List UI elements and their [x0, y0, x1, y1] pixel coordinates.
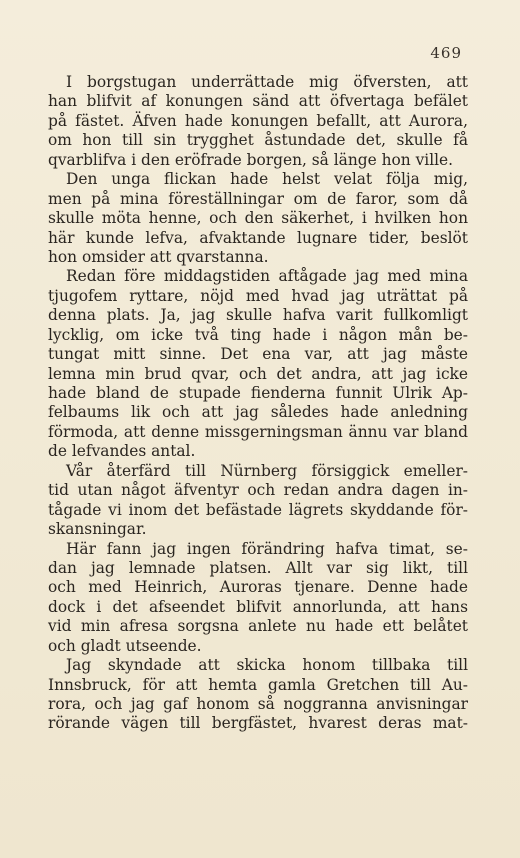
text-line: förmoda, att denne missgerningsman ännu var bland	[48, 422, 468, 441]
text-line: hon omsider att qvarstanna.	[48, 247, 269, 266]
text-line: lemna min brud qvar, och det andra, att jag icke	[48, 364, 468, 383]
text-line: hade bland de stupade fienderna funnit Ulrik Ap-	[48, 384, 468, 402]
text-line: han blifvit af konungen sänd att öfvertaga befälet	[48, 92, 468, 111]
text-line: Vår återfärd till Nürnberg försiggick emeller-	[66, 461, 468, 480]
text-line: rörande vägen till bergfästet, hvarest deras mat-	[48, 714, 468, 733]
text-line: denna plats. Ja, jag skulle hafva varit fullkomligt	[48, 306, 468, 325]
text-line: och gladt utseende.	[48, 636, 202, 655]
text-line: lycklig, om icke två ting hade i någon mån be-	[48, 325, 468, 344]
text-line: Jag skyndade att skicka honom tillbaka till	[66, 656, 468, 675]
page-number: 469	[430, 44, 462, 62]
text-line: på fästet. Äfven hade konungen befallt, att Aurora,	[48, 111, 468, 130]
text-line: men på mina föreställningar om de faror, som då	[48, 189, 468, 208]
text-line: dock i det afseendet blifvit annorlunda, att hans	[48, 597, 468, 616]
text-line: Redan före middagstiden aftågade jag med mina	[66, 267, 468, 286]
text-line: tjugofem ryttare, nöjd med hvad jag uträttat på	[48, 286, 468, 305]
text-line: de lefvandes antal.	[48, 442, 196, 461]
text-line: och med Heinrich, Auroras tjenare. Denne hade	[48, 578, 468, 597]
text-line: rora, och jag gaf honom så noggranna anvisningar	[48, 695, 468, 713]
text-line: tågade vi inom det befästade lägrets skyddande för-	[48, 500, 468, 519]
body-text	[48, 73, 468, 734]
text-line: Här fann jag ingen förändring hafva timat, se-	[66, 539, 468, 558]
text-line: här kunde lefva, afvaktande lugnare tider, beslöt	[48, 228, 468, 247]
text-line: vid min afresa sorgsna anlete nu hade ett belåtet	[48, 617, 468, 636]
text-line: I borgstugan underrättade mig öfversten, att	[66, 73, 468, 91]
text-line: skulle möta henne, och den säkerhet, i hvilken hon	[48, 209, 468, 228]
text-line: felbaums lik och att jag således hade anledning	[48, 403, 468, 422]
text-line: skansningar.	[48, 520, 147, 539]
text-line: Den unga flickan hade helst velat följa mig,	[66, 170, 468, 189]
text-line: tungat mitt sinne. Det ena var, att jag måste	[48, 345, 468, 364]
text-line: tid utan något äfventyr och redan andra dagen in-	[48, 481, 468, 500]
text-line: om hon till sin trygghet åstundade det, skulle få	[48, 131, 468, 150]
text-line: dan jag lemnade platsen. Allt var sig likt, till	[48, 558, 468, 577]
text-line: qvarblifva i den eröfrade borgen, så länge hon ville.	[48, 150, 454, 169]
text-line: Innsbruck, för att hemta gamla Gretchen till Au-	[48, 675, 468, 694]
